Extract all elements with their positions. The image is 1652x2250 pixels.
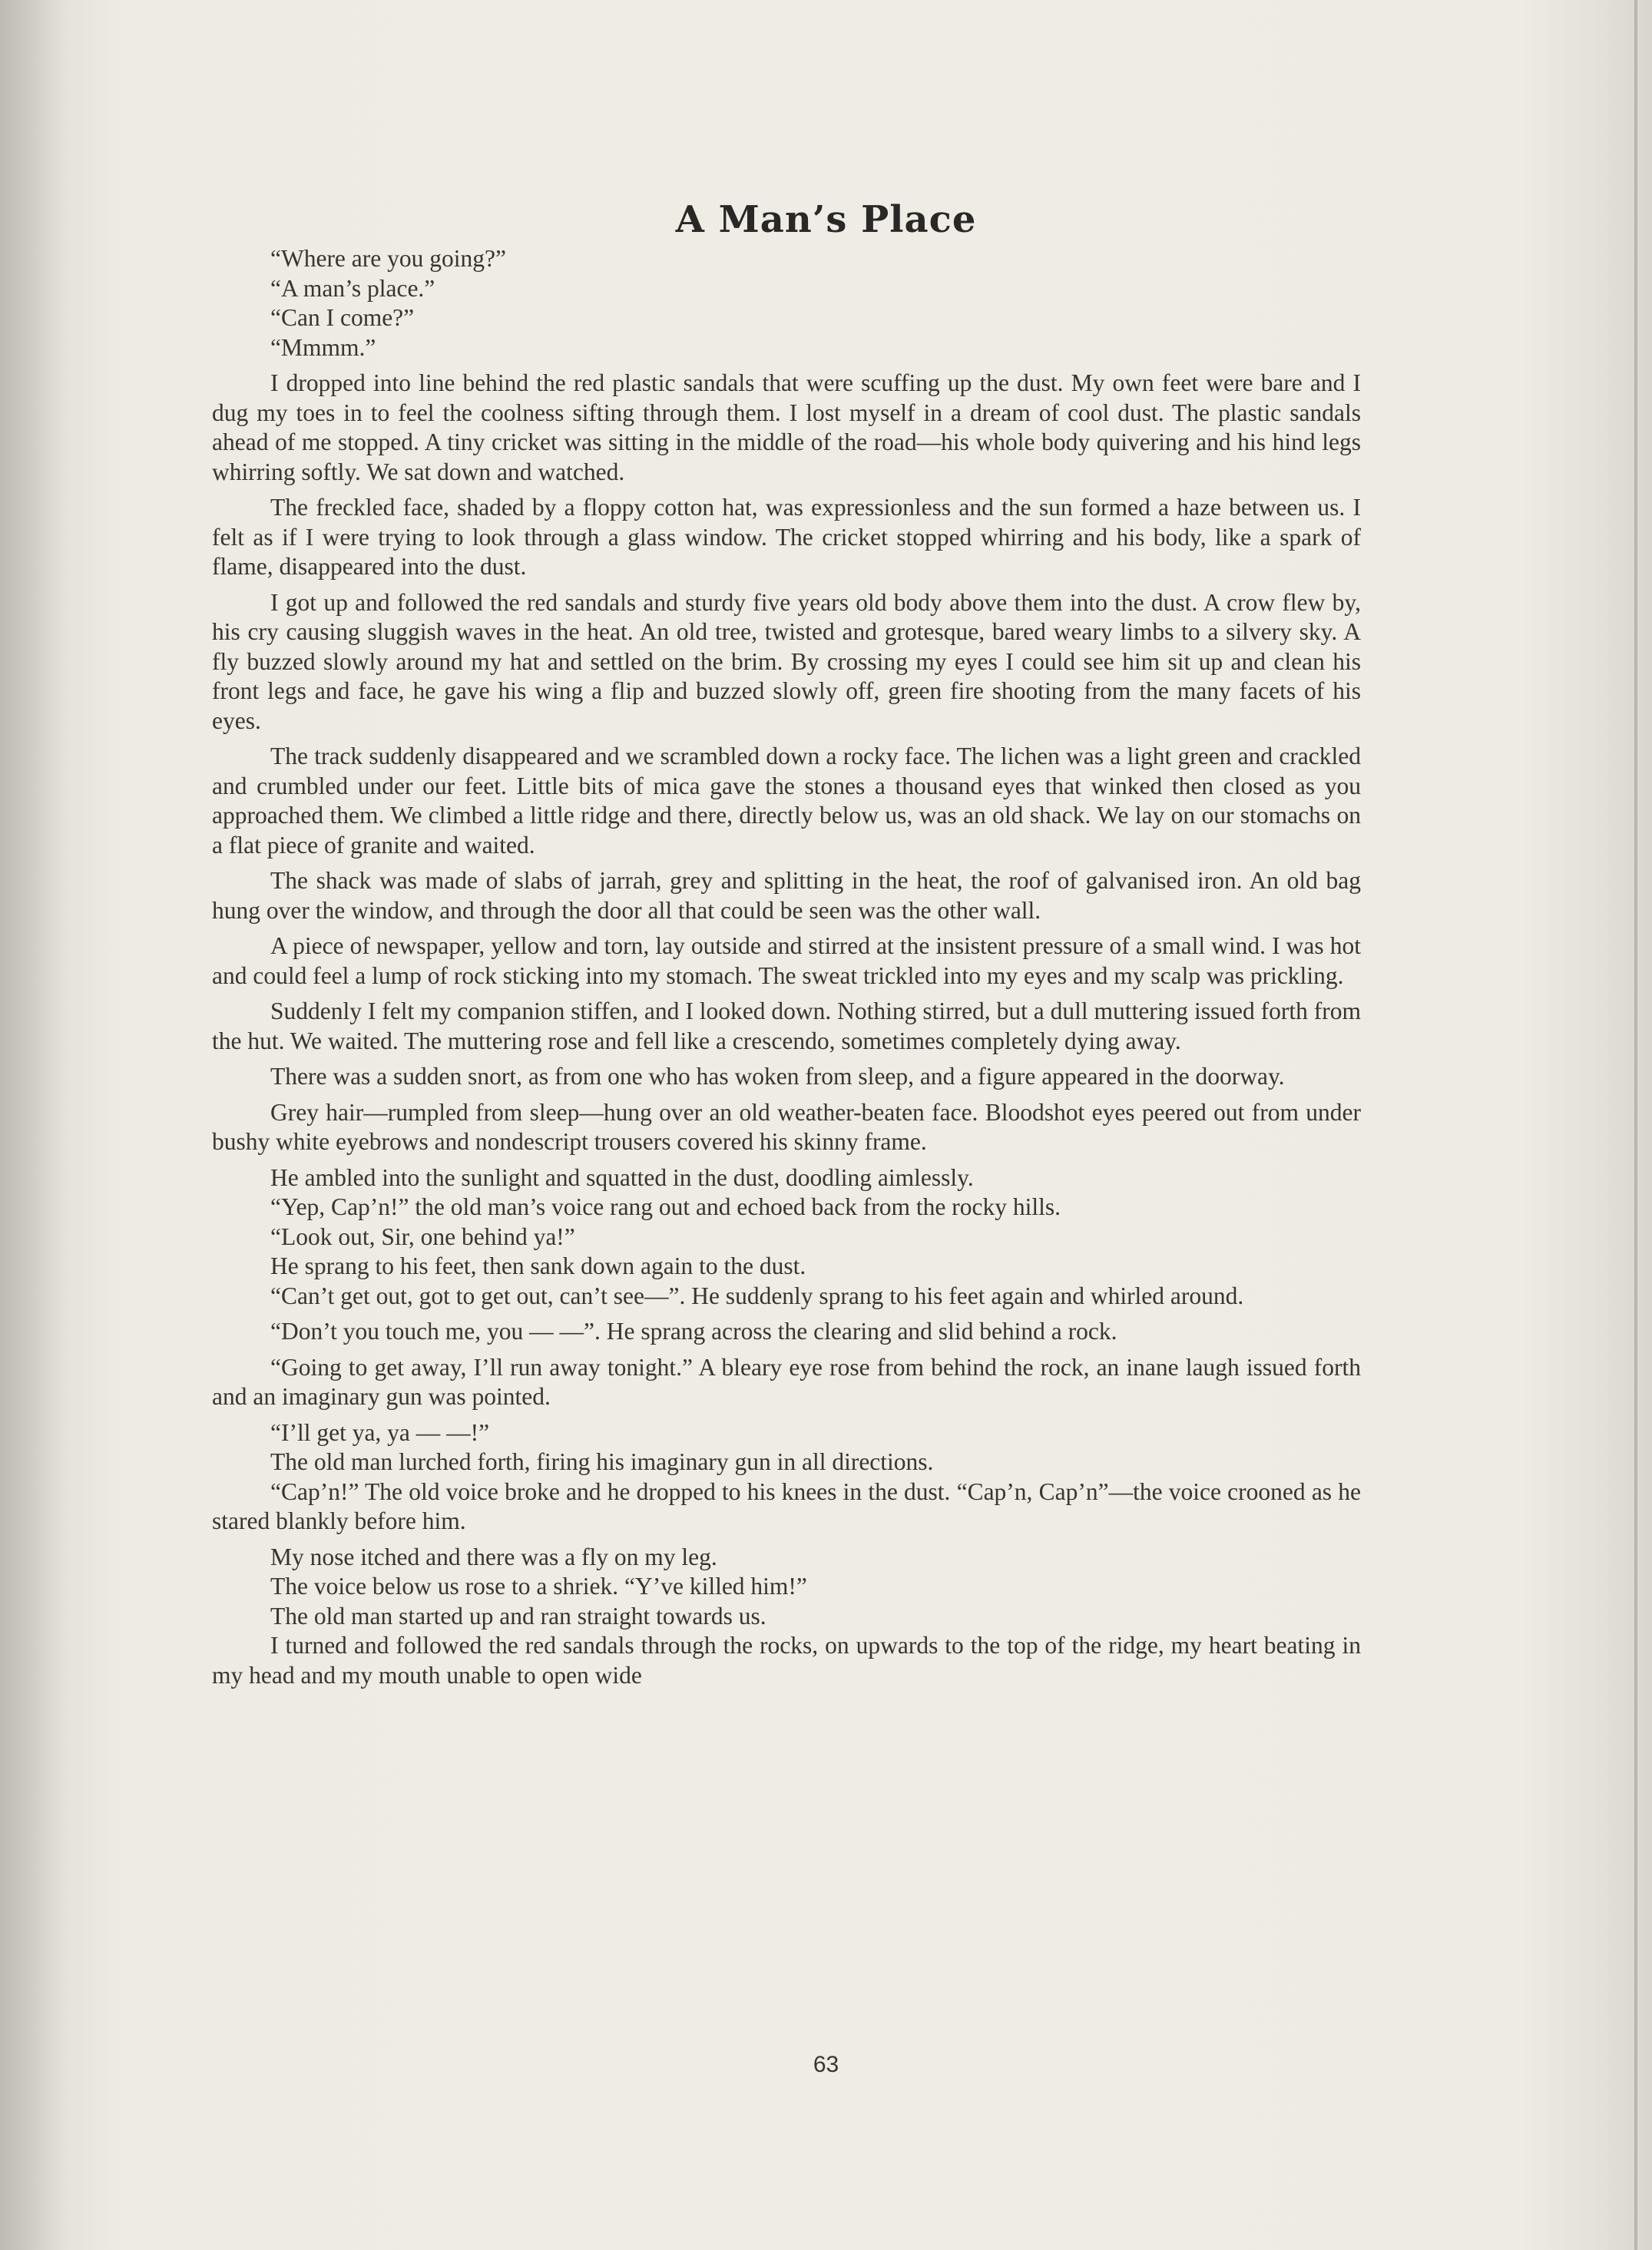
paragraph: “Where are you going?”	[270, 245, 506, 272]
paragraph: Grey hair—rumpled from sleep—hung over an old weather-beaten face. Bloodshot eyes peered out from under bushy white eyebrows and nondescript trousers covered his skinny frame.	[212, 1098, 1361, 1155]
paragraph: The old man started up and ran straight towards us.	[270, 1602, 766, 1630]
paragraph: “A man’s place.”	[270, 274, 435, 302]
paragraph: The freckled face, shaded by a floppy cotton hat, was expressionless and the sun formed a haze between us. I felt as if I were trying to look through a glass window. The cricket stopped whirring and his body, like a spark of flame, disappeared into the dust.	[212, 494, 1361, 580]
story-body	[212, 244, 1361, 1690]
paragraph: “Can I come?”	[270, 304, 415, 331]
paragraph: A piece of newspaper, yellow and torn, lay outside and stirred at the insistent pressure of a small wind. I was hot and could feel a lump of rock sticking into my stomach. The sweat trickled into my eyes and my scalp was prickling.	[212, 932, 1361, 989]
paragraph: The shack was made of slabs of jarrah, grey and splitting in the heat, the roof of galvanised iron. An old bag hung over the window, and through the door all that could be seen was the other wall.	[212, 867, 1361, 924]
paragraph: “Yep, Cap’n!” the old man’s voice rang out and echoed back from the rocky hills.	[270, 1193, 1061, 1220]
paragraph: “I’ll get ya, ya — —!”	[270, 1418, 490, 1446]
paragraph: I dropped into line behind the red plastic sandals that were scuffing up the dust. My own feet were bare and I dug my toes in to feel the coolness sifting through them. I lost myself in a dream of cool dust. The plastic sandals ahead of me stopped. A tiny cricket was sitting in the middle of the road—his whole body quivering and his hind legs whirring softly. We sat down and watched.	[212, 369, 1361, 485]
paragraph: He ambled into the sunlight and squatted in the dust, doodling aimlessly.	[270, 1163, 974, 1191]
paragraph: “Mmmm.”	[270, 333, 376, 361]
paragraph: There was a sudden snort, as from one who has woken from sleep, and a figure appeared in the doorway.	[270, 1063, 1285, 1090]
paragraph: “Don’t you touch me, you — —”. He sprang across the clearing and slid behind a rock.	[270, 1318, 1117, 1345]
paragraph: He sprang to his feet, then sank down again to the dust.	[270, 1252, 806, 1279]
paragraph: “Going to get away, I’ll run away tonight.” A bleary eye rose from behind the rock, an inane laugh issued forth and an imaginary gun was pointed.	[212, 1353, 1361, 1410]
page-edge	[1634, 0, 1637, 2250]
page-number: 63	[813, 2052, 839, 2077]
paragraph: Suddenly I felt my companion stiffen, and I looked down. Nothing stirred, but a dull muttering issued forth from the hut. We waited. The muttering rose and fell like a crescendo, sometimes completely dying away.	[212, 998, 1361, 1054]
binding-shadow	[0, 0, 69, 2250]
paragraph: “Can’t get out, got to get out, can’t see—”. He suddenly sprang to his feet again and whirled around.	[270, 1282, 1244, 1309]
paragraph: My nose itched and there was a fly on my leg.	[270, 1543, 717, 1570]
story-title: A Man’s Place	[675, 198, 977, 241]
paragraph: I turned and followed the red sandals through the rocks, on upwards to the top of the ridge, my heart beating in my head and my mouth unable to open wide	[212, 1632, 1361, 1689]
paragraph: The voice below us rose to a shriek. “Y’ve killed him!”	[270, 1573, 807, 1600]
paragraph: The old man lurched forth, firing his imaginary gun in all directions.	[270, 1448, 934, 1475]
paragraph: I got up and followed the red sandals and sturdy five years old body above them into the dust. A crow flew by, his cry causing sluggish waves in the heat. An old tree, twisted and grotesque, bared weary limbs to a silvery sky. A fly buzzed slowly around my hat and settled on the brim. By crossing my eyes I could see him sit up and clean his front legs and face, he gave his wing a flip and buzzed slowly off, green fire shooting from the many facets of his eyes.	[212, 588, 1361, 734]
paragraph: “Cap’n!” The old voice broke and he dropped to his knees in the dust. “Cap’n, Cap’n”—the voice crooned as he stared blankly before him.	[212, 1477, 1361, 1534]
paragraph: The track suddenly disappeared and we scrambled down a rocky face. The lichen was a light green and crackled and crumbled under our feet. Little bits of mica gave the stones a thousand eyes that winked then closed as you approached them. We climbed a little ridge and there, directly below us, was an old shack. We lay on our stomachs on a flat piece of granite and waited.	[212, 743, 1361, 859]
paragraph: “Look out, Sir, one behind ya!”	[270, 1223, 575, 1250]
